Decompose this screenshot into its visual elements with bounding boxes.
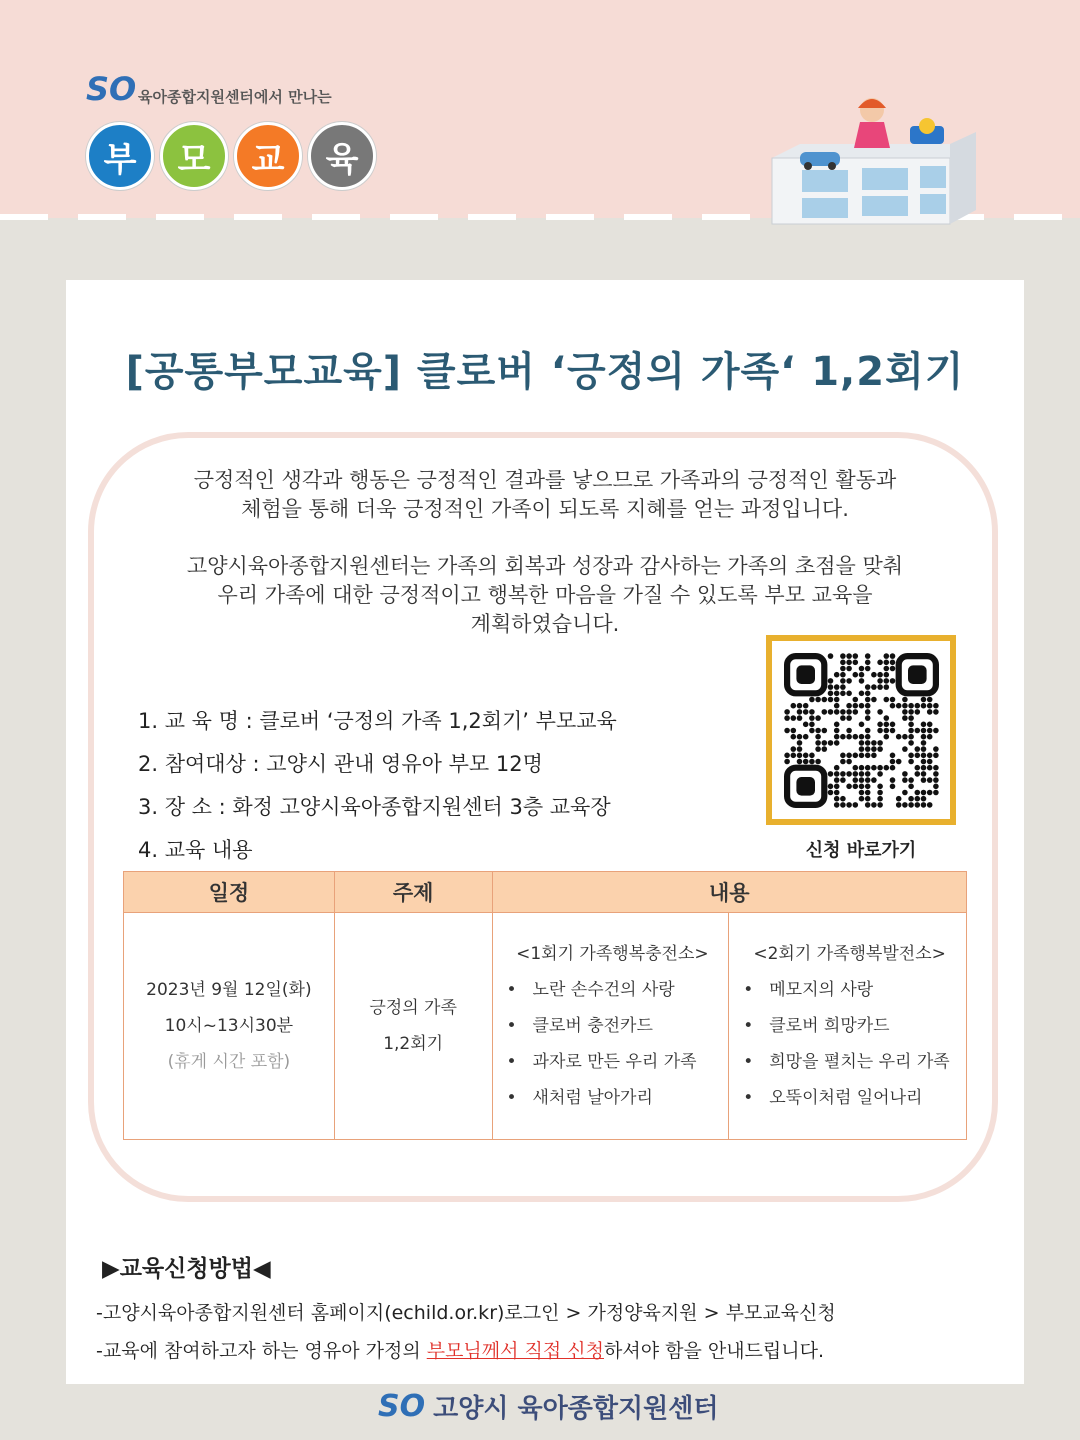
cell-topic — [334, 913, 492, 1140]
list-item: • 노란 손수건의 사랑 — [533, 972, 723, 1008]
detail-course-name: 1. 교 육 명 : 클로버 ‘긍정의 가족 1,2회기’ 부모교육 — [138, 709, 617, 733]
cell-date — [124, 913, 335, 1140]
intro-line: 고양시육아종합지원센터는 가족의 회복과 성장과 감사하는 가족의 초점을 맞춰 — [186, 554, 904, 578]
footer-logo — [378, 1388, 718, 1425]
list-item: • 오뚝이처럼 일어나리 — [769, 1080, 960, 1116]
qr-code[interactable] — [766, 635, 956, 825]
list-item: • 과자로 만든 우리 가족 — [533, 1044, 723, 1080]
list-item: • 새처럼 날아가리 — [533, 1080, 723, 1116]
page-title: [공통부모교육] 클로버 ‘긍정의 가족‘ 1,2회기 — [125, 349, 965, 395]
time-text: 10시~13시30분 — [164, 1016, 294, 1036]
list-item: • 희망을 펼치는 우리 가족 — [769, 1044, 960, 1080]
header-date: 일정 — [124, 872, 335, 913]
parent-education-badges — [86, 122, 376, 190]
center-name: 고양시 육아종합지원센터 — [433, 1394, 719, 1424]
qr-code-icon — [772, 641, 950, 819]
badge-gyo: 교 — [234, 122, 302, 190]
program-details — [138, 700, 617, 872]
intro-line: 계획하였습니다. — [470, 612, 620, 636]
cell-session-1 — [492, 913, 729, 1140]
date-text: 2023년 9월 12일(화) — [146, 980, 312, 1000]
notice-highlight: 부모님께서 직접 신청 — [426, 1340, 604, 1362]
header-topic: 주제 — [334, 872, 492, 913]
session-1-title: <1회기 가족행복충전소> — [516, 944, 709, 964]
content-card — [66, 280, 1024, 1384]
so-logo-icon: SO — [86, 70, 137, 108]
table-row — [124, 913, 967, 1140]
notice-text-end: 하셔야 함을 안내드립니다. — [603, 1340, 824, 1362]
detail-target: 2. 참여대상 : 고양시 관내 영유아 부모 12명 — [138, 752, 543, 776]
topic-sessions: 1,2회기 — [383, 1034, 444, 1054]
badge-bu: 부 — [86, 122, 154, 190]
intro-line: 긍정적인 생각과 행동은 긍정적인 결과를 낳으므로 가족과의 긍정적인 활동과 — [193, 468, 897, 492]
qr-link-label[interactable]: 신청 바로가기 — [805, 840, 917, 861]
badge-yuk: 육 — [308, 122, 376, 190]
so-logo-icon: SO — [378, 1389, 426, 1424]
list-item: • 메모지의 사랑 — [769, 972, 960, 1008]
header-content: 내용 — [492, 872, 966, 913]
topic-text: 긍정의 가족 — [369, 998, 457, 1018]
intro-line: 우리 가족에 대한 긍정적이고 행복한 마음을 가질 수 있도록 부모 교육을 — [217, 583, 873, 607]
schedule-table — [123, 871, 967, 1140]
break-note: (휴게 시간 포함) — [167, 1052, 291, 1072]
badge-mo: 모 — [160, 122, 228, 190]
brand-subtitle: 육아종합지원센터에서 만나는 — [138, 88, 332, 106]
intro-line: 체험을 통해 더욱 긍정적인 가족이 되도록 지혜를 얻는 과정입니다. — [241, 497, 849, 521]
application-method-heading: ▶교육신청방법◀ — [102, 1256, 271, 1282]
detail-location: 3. 장 소 : 화정 고양시육아종합지원센터 3층 교육장 — [138, 795, 611, 819]
list-item: • 클로버 희망카드 — [769, 1008, 960, 1044]
notice-text: -교육에 참여하고자 하는 영유아 가정의 — [96, 1340, 427, 1362]
cell-session-2 — [729, 913, 967, 1140]
intro-paragraph-2 — [66, 552, 1024, 639]
application-notice — [96, 1336, 824, 1363]
intro-paragraph-1 — [66, 466, 1024, 524]
session-2-title: <2회기 가족행복발전소> — [753, 944, 946, 964]
toy-shelf-illustration — [770, 96, 980, 226]
application-step: -고양시육아종합지원센터 홈페이지(echild.or.kr)로그인 > 가정양육지원 > 부모교육신청 — [96, 1302, 836, 1324]
list-item: • 클로버 충전카드 — [533, 1008, 723, 1044]
detail-content: 4. 교육 내용 — [138, 838, 253, 862]
